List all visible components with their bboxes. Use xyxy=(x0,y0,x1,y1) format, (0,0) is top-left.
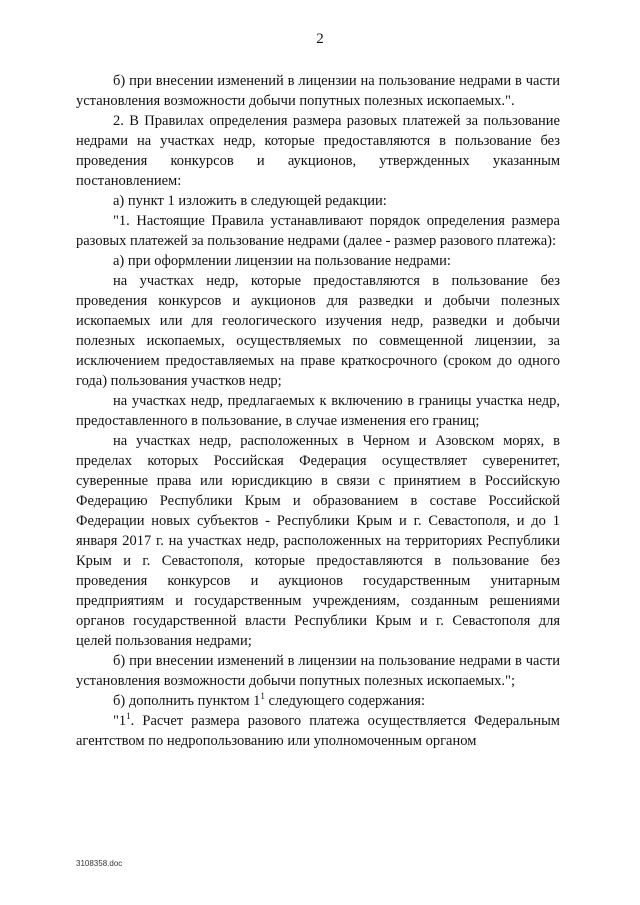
paragraph-add-point xyxy=(76,691,560,711)
superscript: 1 xyxy=(260,691,265,701)
paragraph: "1. Настоящие Правила устанавливают порядок определения размера разовых платежей за пользование недрами (далее - размер разового платежа): xyxy=(76,213,560,249)
paragraph: б) при внесении изменений в лицензии на пользование недрами в части установления возможности добычи попутных полезных ископаемых."; xyxy=(76,653,560,689)
text: б) дополнить пунктом 1 xyxy=(113,693,261,709)
footer-filename: 3108358.doc xyxy=(76,859,123,868)
paragraph: на участках недр, которые предоставляются в пользование без проведения конкурсов и аукционов для разведки и добычи полезных ископаемых или для геологического изучения недр, разведки и добычи полезных ископаемых, осуществляемых по совмещенной лицензии, за исключением предоставляемых на праве краткосрочного (сроком до одного года) пользования участков недр; xyxy=(76,273,560,389)
paragraph: б) при внесении изменений в лицензии на пользование недрами в части установления возможности добычи попутных полезных ископаемых.". xyxy=(76,73,560,109)
document-body xyxy=(76,71,560,751)
paragraph: а) при оформлении лицензии на пользование недрами: xyxy=(113,253,451,269)
superscript: 1 xyxy=(126,711,131,721)
text: "1 xyxy=(113,713,127,729)
paragraph: на участках недр, предлагаемых к включению в границы участка недр, предоставленного в пользование, в случае изменения его границ; xyxy=(76,393,560,429)
page-number: 2 xyxy=(316,31,324,47)
paragraph: а) пункт 1 изложить в следующей редакции: xyxy=(113,193,387,209)
paragraph: 2. В Правилах определения размера разовых платежей за пользование недрами на участках недр, которые предоставляются в пользование без проведения конкурсов и аукционов, утвержденных указанным постановлением: xyxy=(76,113,560,189)
text: следующего содержания: xyxy=(264,693,425,709)
paragraph-point-1-1 xyxy=(76,711,560,751)
text: . Расчет размера разового платежа осуществляется Федеральным агентством по недропользованию или уполномоченным органом xyxy=(76,713,560,749)
paragraph: на участках недр, расположенных в Черном и Азовском морях, в пределах которых Российская Федерация осуществляет суверенитет, суверенные права или юрисдикцию в связи с принятием в Российскую Федерацию Республики Крым и образованием в составе Российской Федерации новых субъектов - Республики Крым и г. Севастополя, и до 1 января 2017 г. на участках недр, расположенных на территориях Республики Крым и г. Севастополя, которые предоставляются в пользование без проведения конкурсов и аукционов государственным унитарным предприятиям и государственным учреждениям, созданным решениями органов государственной власти Республики Крым и г. Севастополя для целей пользования недрами; xyxy=(76,433,560,649)
